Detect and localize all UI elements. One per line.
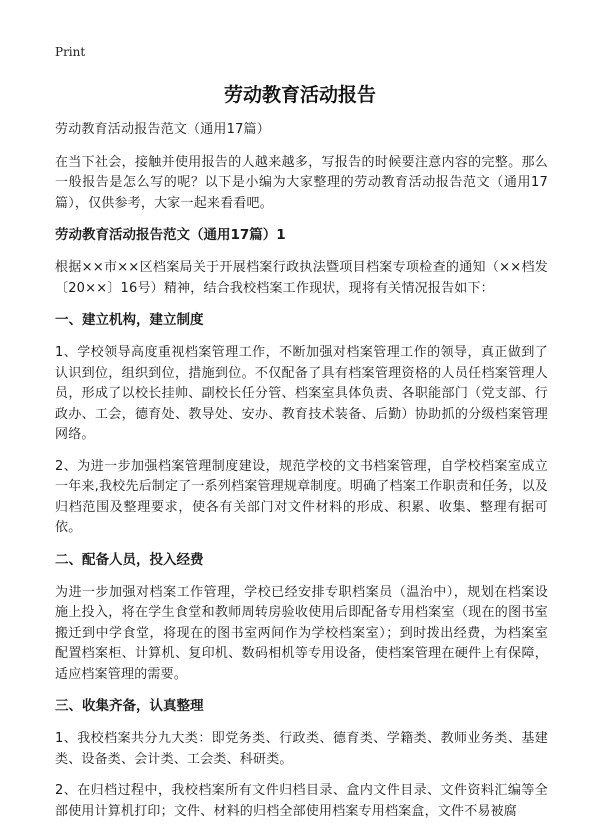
heading-2: 二、配备人员，投入经费: [55, 551, 204, 568]
subtitle: 劳动教育活动报告范文（通用17篇）: [55, 122, 270, 137]
paragraph-3-2: 2、在归档过程中，我校档案所有文件归档目录、盒内文件目录、文件资料汇编等全部使用计算机打印；文件、材料的归档全部使用档案专用档案盒，文件不易被腐: [55, 783, 548, 819]
document-body: [55, 120, 548, 828]
section-title: 劳动教育活动报告范文（通用17篇）1: [55, 227, 286, 243]
intro-paragraph: 在当下社会，接触并使用报告的人越来越多，写报告的时候要注意内容的完整。那么一般报告是怎么写的呢？以下是小编为大家整理的劳动教育活动报告范文（通用17篇），仅供参考，大家一起来看看吧。: [55, 154, 548, 211]
paragraph-1-1: 1、学校领导高度重视档案管理工作，不断加强对档案管理工作的领导，真正做到了认识到位，组织到位，措施到位。不仅配备了具有档案管理资格的人员任档案管理人员，形成了以校长挂帅、副校长任分管、档案室具体负责、各职能部门（党支部、行政办、工会，德育处、教导处、安办、教育技术装备、后勤）协助抓的分级档案管理网络。: [55, 345, 548, 442]
print-link[interactable]: Print: [55, 45, 86, 59]
heading-3: 三、收集齐备，认真整理: [55, 698, 204, 714]
paragraph-3-1: 1、我校档案共分九大类：即党务类、行政类、德育类、学籍类、教师业务类、基建类、设备类、会计类、工会类、科研类。: [55, 731, 548, 767]
paragraph-1-2: 2、为进一步加强档案管理制度建设，规范学校的文书档案管理，自学校档案室成立一年来,我校先后制定了一系列档案管理规章制度。明确了档案工作职责和任务，以及归档范围及整理要求，使各有关部门对文件材料的形成、积累、收集、整理有据可依。: [55, 458, 548, 535]
heading-1: 一、建立机构，建立制度: [55, 312, 204, 328]
page-title: 劳动教育活动报告: [223, 84, 376, 106]
opening-paragraph: 根据××市××区档案局关于开展档案行政执法暨项目档案专项检查的通知（××档发〔20××〕16号）精神，结合我校档案工作现状，现将有关情况报告如下：: [55, 260, 548, 296]
paragraph-2-1: 为进一步加强对档案工作管理，学校已经安排专职档案员（温治中），规划在档案设施上投入，将在学生食堂和教师周转房验收使用后即配备专用档案室（现在的图书室搬迁到中学食堂，将现在的图书室两间作为学校档案室）；到时拨出经费，为档案室配置档案柜、计算机、复印机、数码相机等专用设备，使档案管理在硬件上有保障，适应档案管理的需要。: [55, 584, 548, 682]
